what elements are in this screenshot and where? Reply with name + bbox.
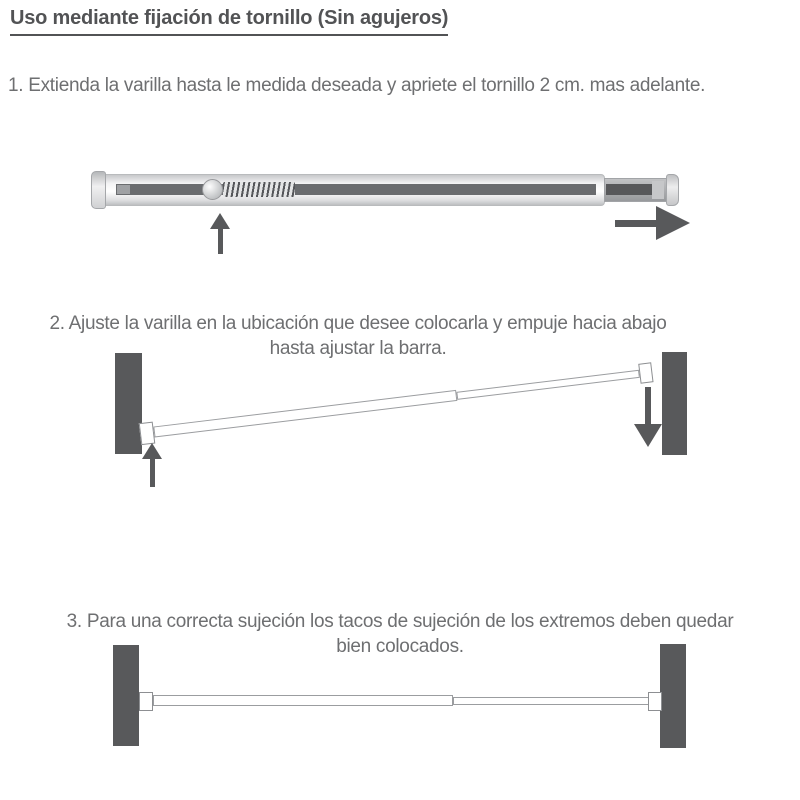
rod-left-cap bbox=[139, 422, 156, 446]
tilted-rod bbox=[139, 360, 656, 446]
rod-inner-tube-slot bbox=[606, 184, 658, 195]
step2-instruction-text bbox=[0, 311, 716, 361]
down-arrow-shaft bbox=[645, 387, 651, 425]
step2-text-line1: 2. Ajuste la varilla en la ubicación que desee colocarla y empuje hacia abajo bbox=[49, 313, 667, 334]
rod-thin-tube bbox=[453, 697, 649, 705]
left-wall bbox=[115, 353, 142, 454]
right-wall bbox=[662, 352, 687, 455]
rod-left-cap bbox=[139, 692, 153, 711]
up-arrow-shaft bbox=[218, 227, 223, 254]
rod-right-cap bbox=[638, 362, 653, 383]
step1-instruction-text: 1. Extienda la varilla hasta le medida deseada y apriete el tornillo 2 cm. mas adelante. bbox=[8, 75, 706, 96]
rod-thin-tube bbox=[456, 369, 640, 399]
rod-thick-tube bbox=[153, 695, 453, 706]
rod-slot-end bbox=[117, 185, 130, 194]
step3-text-line1: 3. Para una correcta sujeción los tacos de sujeción de los extremos deben quedar bbox=[66, 611, 734, 632]
right-arrow-head bbox=[656, 206, 690, 240]
rod-right-cap bbox=[648, 692, 662, 711]
rod-slot bbox=[116, 184, 596, 195]
up-arrow-shaft bbox=[150, 457, 155, 487]
rod-thick-tube bbox=[153, 390, 457, 438]
right-arrow-shaft bbox=[615, 220, 657, 227]
rod-screw-knob bbox=[202, 179, 223, 200]
page-title: Uso mediante fijación de tornillo (Sin agujeros) bbox=[10, 7, 448, 36]
step3-text-line2: bien colocados. bbox=[336, 636, 464, 657]
rod-right-cap bbox=[666, 174, 679, 206]
rod-spring bbox=[223, 182, 295, 197]
rod-inner-tube-end bbox=[652, 181, 664, 199]
left-wall bbox=[113, 645, 139, 746]
rod-left-cap bbox=[91, 171, 106, 209]
right-wall bbox=[660, 644, 686, 748]
down-arrow-head bbox=[634, 424, 662, 447]
step2-text-line2: hasta ajustar la barra. bbox=[269, 338, 447, 359]
